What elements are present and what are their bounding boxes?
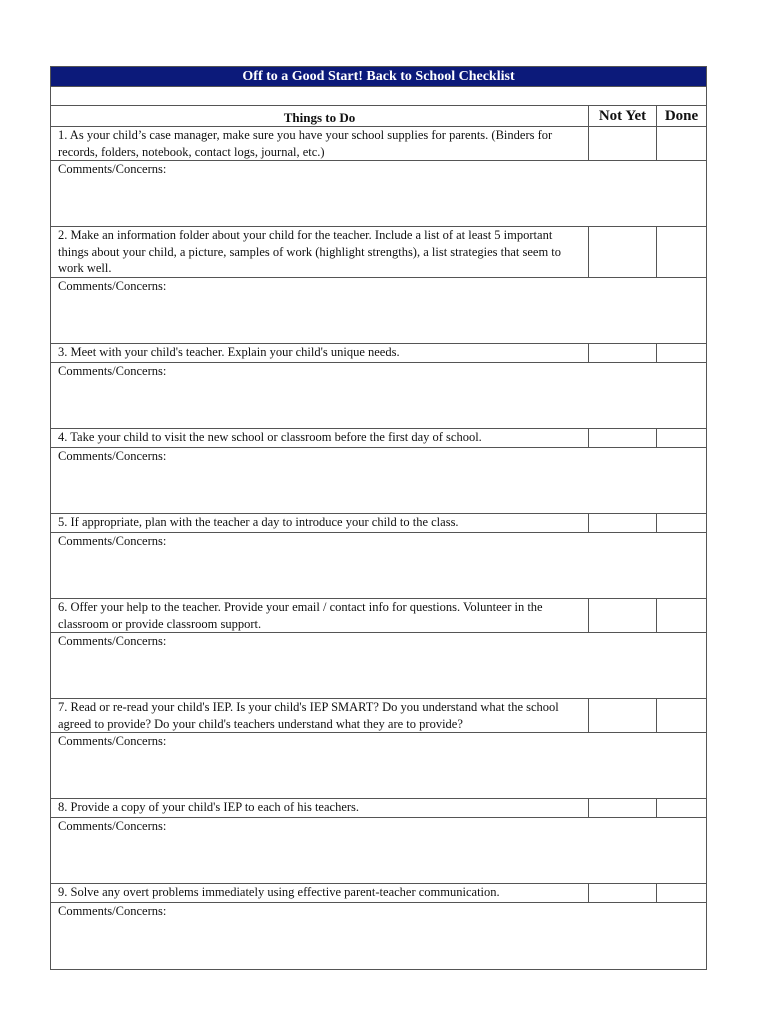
comment-label: Comments/Concerns: <box>58 364 167 378</box>
item-text: 5. If appropriate, plan with the teacher a day to introduce your child to the class. <box>58 515 459 529</box>
comment-label: Comments/Concerns: <box>58 449 167 463</box>
comment-box-8[interactable] <box>51 818 706 884</box>
comment-label: Comments/Concerns: <box>58 734 167 748</box>
done-checkbox[interactable] <box>656 344 706 362</box>
done-checkbox[interactable] <box>656 514 706 532</box>
item-text: 7. Read or re-read your child's IEP. Is your child's IEP SMART? Do you understand what the school agreed to provide? Do your child's teachers understand what they are to provide? <box>58 700 559 731</box>
not-yet-checkbox[interactable] <box>588 429 656 447</box>
header-not-yet: Not Yet <box>588 106 656 126</box>
done-checkbox[interactable] <box>656 599 706 632</box>
checklist-item-9 <box>51 884 706 903</box>
checklist-table <box>50 66 707 970</box>
item-text: 6. Offer your help to the teacher. Provide your email / contact info for questions. Volunteer in the classroom or provide classroom support. <box>58 600 543 631</box>
comment-label: Comments/Concerns: <box>58 162 167 176</box>
comment-box-6[interactable] <box>51 633 706 699</box>
done-checkbox[interactable] <box>656 227 706 277</box>
item-text: 3. Meet with your child's teacher. Explain your child's unique needs. <box>58 345 400 359</box>
checklist-item-7 <box>51 699 706 733</box>
comment-label: Comments/Concerns: <box>58 634 167 648</box>
comment-box-2[interactable] <box>51 278 706 344</box>
header-done: Done <box>656 106 706 126</box>
comment-label: Comments/Concerns: <box>58 819 167 833</box>
item-text: 8. Provide a copy of your child's IEP to each of his teachers. <box>58 800 360 814</box>
not-yet-checkbox[interactable] <box>588 514 656 532</box>
spacer-row <box>51 87 706 106</box>
comment-box-7[interactable] <box>51 733 706 799</box>
comment-box-9[interactable] <box>51 903 706 969</box>
not-yet-checkbox[interactable] <box>588 127 656 160</box>
checklist-title: Off to a Good Start! Back to School Checklist <box>51 67 706 87</box>
not-yet-checkbox[interactable] <box>588 884 656 902</box>
item-text: 4. Take your child to visit the new school or classroom before the first day of school. <box>58 430 482 444</box>
comment-box-5[interactable] <box>51 533 706 599</box>
checklist-item-4 <box>51 429 706 448</box>
comment-box-3[interactable] <box>51 363 706 429</box>
done-checkbox[interactable] <box>656 699 706 732</box>
checklist-item-1 <box>51 127 706 161</box>
comment-label: Comments/Concerns: <box>58 279 167 293</box>
checklist-item-2 <box>51 227 706 278</box>
item-text: 9. Solve any overt problems immediately using effective parent-teacher communication. <box>58 885 500 899</box>
header-things-to-do: Things to Do <box>283 110 356 125</box>
comment-box-1[interactable] <box>51 161 706 227</box>
done-checkbox[interactable] <box>656 884 706 902</box>
not-yet-checkbox[interactable] <box>588 344 656 362</box>
checklist-item-3 <box>51 344 706 363</box>
checklist-item-6 <box>51 599 706 633</box>
comment-box-4[interactable] <box>51 448 706 514</box>
item-text: 1. As your child’s case manager, make sure you have your school supplies for parents. (Binders for records, folders, notebook, contact logs, journal, etc.) <box>58 128 553 159</box>
checklist-item-5 <box>51 514 706 533</box>
comment-label: Comments/Concerns: <box>58 904 167 918</box>
not-yet-checkbox[interactable] <box>588 227 656 277</box>
comment-label: Comments/Concerns: <box>58 534 167 548</box>
done-checkbox[interactable] <box>656 127 706 160</box>
not-yet-checkbox[interactable] <box>588 799 656 817</box>
checklist-item-8 <box>51 799 706 818</box>
done-checkbox[interactable] <box>656 429 706 447</box>
header-row <box>51 106 706 127</box>
done-checkbox[interactable] <box>656 799 706 817</box>
item-text: 2. Make an information folder about your child for the teacher. Include a list of at least 5 important things about your child, a picture, samples of work (highlight strengths), a list strategies that seem to work well. <box>58 228 562 275</box>
not-yet-checkbox[interactable] <box>588 699 656 732</box>
not-yet-checkbox[interactable] <box>588 599 656 632</box>
